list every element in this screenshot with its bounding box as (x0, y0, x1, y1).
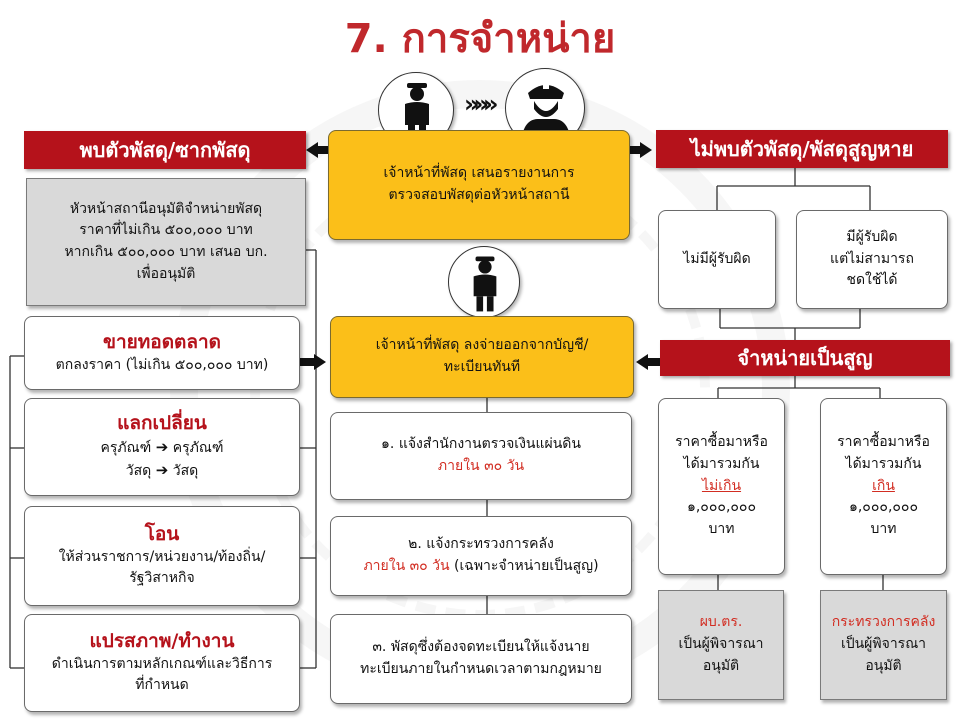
exchange-box (24, 398, 300, 496)
officer-icon-2 (448, 246, 520, 318)
transfer-line-1: ให้ส่วนราชการ/หน่วยงาน/ท้องถิ่น/ (58, 548, 266, 565)
over-line-1: ราคาซื้อมาหรือ (837, 434, 930, 451)
step3-line-2: ทะเบียนภายในกำหนดเวลาตามกฎหมาย (360, 661, 602, 677)
under-unit: บาท (708, 521, 735, 538)
over-unit: บาท (870, 521, 897, 538)
writeoff-account-box (330, 316, 634, 398)
over-limit-box (820, 398, 947, 575)
convert-line-1: ดำเนินการตามหลักเกณฑ์และวิธีการ (51, 655, 273, 672)
approval-line-3: หากเกิน ๕๐๐,๐๐๐ บาท เสนอ บก. (64, 244, 268, 260)
step1-deadline: ภายใน ๓๐ วัน (437, 458, 525, 474)
liable-line-3: ชดใช้ได้ (846, 272, 898, 289)
under-limit-box (658, 398, 785, 575)
transfer-title: โอน (144, 522, 180, 545)
convert-title: แปรสภาพ/ทำงาน (89, 629, 235, 652)
step2-deadline-row (363, 556, 598, 578)
exchange-from-1: ครุภัณฑ์ (100, 439, 152, 456)
step2-deadline: ภายใน ๓๐ วัน (363, 558, 450, 574)
found-header: พบตัวพัสดุ/ซากพัสดุ (24, 131, 306, 169)
writeoff-lost-header: จำหน่ายเป็นสูญ (660, 340, 950, 376)
approval-box (26, 178, 306, 306)
lost-header: ไม่พบตัวพัสดุ/พัสดุสูญหาย (656, 130, 948, 168)
report-line-1: เจ้าหน้าที่พัสดุ เสนอรายงานการ (383, 165, 575, 182)
report-line-2: ตรวจสอบพัสดุต่อหัวหน้าสถานี (388, 187, 570, 203)
arrow-right-to-writeoff (636, 354, 660, 370)
arrow-right-icon: ➔ (155, 461, 169, 480)
sell-line: ตกลงราคา (ไม่เกิน ๕๐๐,๐๐๐ บาท) (55, 356, 269, 373)
under-approver-line-2: อนุมัติ (702, 657, 740, 674)
exchange-row-1 (101, 436, 224, 460)
exchange-title: แลกเปลี่ยน (117, 411, 207, 434)
step2-box (330, 516, 632, 596)
over-condition: เกิน (872, 477, 895, 494)
step3-line-1: ๓. พัสดุซึ่งต้องจดทะเบียนให้แจ้งนาย (372, 639, 590, 656)
approval-line-1: หัวหน้าสถานีอนุมัติจำหน่ายพัสดุ (69, 200, 263, 217)
liable-line-2: แต่ไม่สามารถ (830, 250, 914, 267)
sell-title: ขายทอดตลาด (102, 330, 222, 353)
arrow-to-left-header (306, 142, 328, 158)
exchange-row-2 (126, 459, 198, 483)
no-liable-text: ไม่มีผู้รับผิด (683, 250, 751, 267)
under-line-2: ได้มารวมกัน (683, 455, 760, 472)
over-approver-line-1: เป็นผู้พิจารณา (840, 636, 927, 653)
arrow-to-right-header (630, 142, 652, 158)
exchange-from-2: วัสดุ (125, 463, 152, 480)
under-condition: ไม่เกิน (701, 477, 742, 494)
chevron-right-icon: »»» (464, 90, 493, 118)
writeoff-line-1: เจ้าหน้าที่พัสดุ ลงจ่ายออกจากบัญชี/ (375, 337, 589, 354)
under-approver-name: ผบ.ตร. (699, 614, 743, 631)
liable-box (796, 210, 948, 309)
approval-line-2: ราคาที่ไม่เกิน ๕๐๐,๐๐๐ บาท (79, 222, 253, 239)
step1-box (330, 412, 632, 500)
over-approver-name: กระทรวงการคลัง (831, 614, 936, 631)
under-amount: ๑,๐๐๐,๐๐๐ (686, 499, 757, 516)
under-approver-box (658, 590, 784, 700)
no-liable-box (658, 210, 776, 309)
over-line-2: ได้มารวมกัน (845, 455, 922, 472)
over-approver-box (820, 590, 947, 700)
arrow-left-to-writeoff (300, 354, 326, 370)
report-box (328, 130, 630, 240)
transfer-line-2: รัฐวิสาหกิจ (129, 570, 195, 587)
writeoff-line-2: ทะเบียนทันที (443, 359, 521, 375)
step2-note: (เฉพาะจำหน่ายเป็นสูญ) (449, 558, 599, 574)
step1-text: ๑. แจ้งสำนักงานตรวจเงินแผ่นดิน (381, 436, 581, 453)
liable-line-1: มีผู้รับผิด (846, 228, 898, 245)
under-line-1: ราคาซื้อมาหรือ (675, 434, 768, 451)
over-approver-line-2: อนุมัติ (865, 657, 902, 674)
exchange-to-1: ครุภัณฑ์ (172, 439, 224, 456)
page-title: 7. การจำหน่าย (344, 16, 616, 62)
sell-box (24, 316, 300, 390)
step2-text: ๒. แจ้งกระทรวงการคลัง (408, 536, 554, 553)
transfer-box (24, 506, 300, 606)
exchange-to-2: วัสดุ (172, 463, 199, 480)
under-approver-line-1: เป็นผู้พิจารณา (678, 636, 764, 653)
convert-line-2: ที่กำหนด (135, 677, 189, 694)
step3-box (330, 614, 632, 704)
arrow-right-icon: ➔ (155, 437, 169, 456)
over-amount: ๑,๐๐๐,๐๐๐ (848, 499, 919, 516)
approval-line-4: เพื่ออนุมัติ (136, 265, 196, 282)
convert-box (24, 614, 300, 712)
